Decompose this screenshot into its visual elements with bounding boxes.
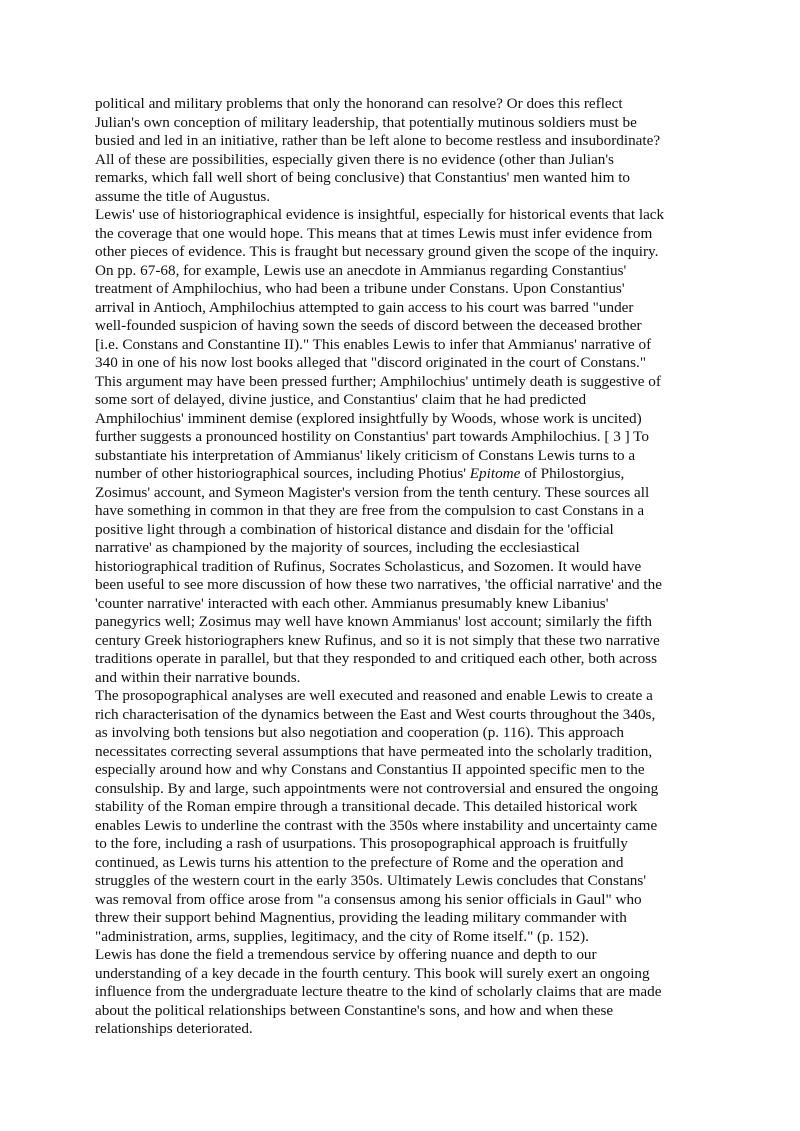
text-line: Lewis' use of historiographical evidence is insightful, especially for historical events that lack [95, 206, 665, 223]
text-line: This argument may have been pressed further; Amphilochius' untimely death is suggestive of [95, 372, 661, 390]
text-line: Lewis has done the field a tremendous service by offering nuance and depth to our [95, 946, 597, 963]
paragraph-prosopographical-analyses [95, 687, 715, 946]
text-line: further suggests a pronounced hostility on Constantius' part towards Amphilochius. [ 3 ] To [95, 428, 649, 445]
italic-title-epitome: Epitome [469, 465, 521, 482]
paragraph-julian-leadership [95, 95, 715, 206]
text-line: substantiate his interpretation of Ammianus' likely criticism of Constans Lewis turns to a [95, 446, 636, 464]
text-line: to the fore, including a rash of usurpations. This prosopographical approach is fruitfully [95, 835, 628, 852]
text-line: been useful to see more discussion of how these two narratives, 'the official narrative' and the [95, 576, 662, 593]
text-line: especially around how and why Constans and Constantius II appointed specific men to the [95, 761, 645, 778]
text-line: "administration, arms, supplies, legitimacy, and the city of Rome itself." (p. 152). [95, 927, 589, 945]
text-line: arrival in Antioch, Amphilochius attempted to gain access to his court was barred "under [95, 298, 634, 316]
text-line: continued, as Lewis turns his attention to the prefecture of Rome and the operation and [95, 853, 624, 871]
text-line: [i.e. Constans and Constantine II)." This enables Lewis to infer that Ammianus' narrative of [95, 335, 652, 353]
text-line: All of these are possibilities, especially given there is no evidence (other than Julian's [95, 150, 614, 168]
text-line: historiographical tradition of Rufinus, Socrates Scholasticus, and Sozomen. It would have [95, 557, 642, 575]
text-line: as involving both tensions but also negotiation and cooperation (p. 116). This approach [95, 724, 624, 741]
text-line: On pp. 67-68, for example, Lewis use an anecdote in Ammianus regarding Constantius' [95, 261, 627, 279]
text-line: Zosimus' account, and Symeon Magister's version from the tenth century. These sources all [95, 483, 650, 501]
text-line: and within their narrative bounds. [95, 668, 301, 686]
text-line: rich characterisation of the dynamics between the East and West courts throughout the 340s, [95, 705, 656, 723]
text-line: threw their support behind Magnentius, providing the leading military commander with [95, 909, 627, 926]
text-line: panegyrics well; Zosimus may well have known Ammianus' lost account; similarly the fifth [95, 613, 652, 630]
text-line: necessitates correcting several assumptions that have permeated into the scholarly tradition, [95, 742, 653, 760]
text-line: positive light through a combination of historical distance and disdain for the 'official [95, 520, 614, 538]
text-line: about the political relationships between Constantine's sons, and how and when these [95, 1001, 614, 1019]
text-line: political and military problems that only the honorand can resolve? Or does this reflect [95, 95, 623, 112]
text-line: traditions operate in parallel, but that they responded to and critiqued each other, both across [95, 650, 657, 667]
text-line-with-italic [95, 465, 715, 484]
text-line: treatment of Amphilochius, who had been a tribune under Constans. Upon Constantius' [95, 280, 625, 297]
text-line: 'counter narrative' interacted with each other. Ammianus presumably knew Libanius' [95, 594, 609, 612]
text-line: influence from the undergraduate lecture theatre to the kind of scholarly claims that are made [95, 983, 662, 1000]
text-line: 340 in one of his now lost books alleged that "discord originated in the court of Constans." [95, 354, 647, 371]
text-fragment: of Philostorgius, [520, 465, 625, 482]
text-line: struggles of the western court in the early 350s. Ultimately Lewis concludes that Constans' [95, 872, 647, 889]
text-line: have something in common in that they are free from the compulsion to cast Constans in a [95, 502, 645, 519]
text-line: the coverage that one would hope. This means that at times Lewis must infer evidence from [95, 224, 653, 242]
paragraph-conclusion [95, 946, 715, 1039]
text-line: relationships deteriorated. [95, 1020, 253, 1037]
text-line: remarks, which fall well short of being conclusive) that Constantius' men wanted him to [95, 169, 631, 186]
paragraph-historiographical-evidence [95, 206, 715, 687]
text-line: understanding of a key decade in the fourth century. This book will surely exert an ongoing [95, 964, 650, 982]
text-line: well-founded suspicion of having sown the seeds of discord between the deceased brother [95, 317, 642, 334]
text-line: was removal from office arose from "a consensus among his senior officials in Gaul" who [95, 890, 642, 908]
document-body [95, 95, 715, 1039]
text-line: Amphilochius' imminent demise (explored insightfully by Woods, whose work is uncited) [95, 409, 642, 427]
text-line: consulship. By and large, such appointments were not controversial and ensured the ongoing [95, 779, 659, 797]
text-line: Julian's own conception of military leadership, that potentially mutinous soldiers must be [95, 113, 637, 131]
text-line: enables Lewis to underline the contrast with the 350s where instability and uncertainty came [95, 816, 658, 834]
text-line: assume the title of Augustus. [95, 187, 271, 205]
text-line: century Greek historiographers knew Rufinus, and so it is not simply that these two narrative [95, 631, 660, 649]
text-line: other pieces of evidence. This is fraught but necessary ground given the scope of the inquiry. [95, 243, 659, 260]
text-line: stability of the Roman empire through a transitional decade. This detailed historical work [95, 798, 638, 815]
text-fragment: number of other historiographical sources, including Photius' [95, 465, 470, 482]
text-line: busied and led in an initiative, rather than be left alone to become restless and insubordinate? [95, 132, 661, 149]
text-line: some sort of delayed, divine justice, and Constantius' claim that he had predicted [95, 391, 587, 408]
text-line: The prosopographical analyses are well executed and reasoned and enable Lewis to create a [95, 687, 653, 704]
text-line: narrative' as championed by the majority of sources, including the ecclesiastical [95, 539, 580, 556]
